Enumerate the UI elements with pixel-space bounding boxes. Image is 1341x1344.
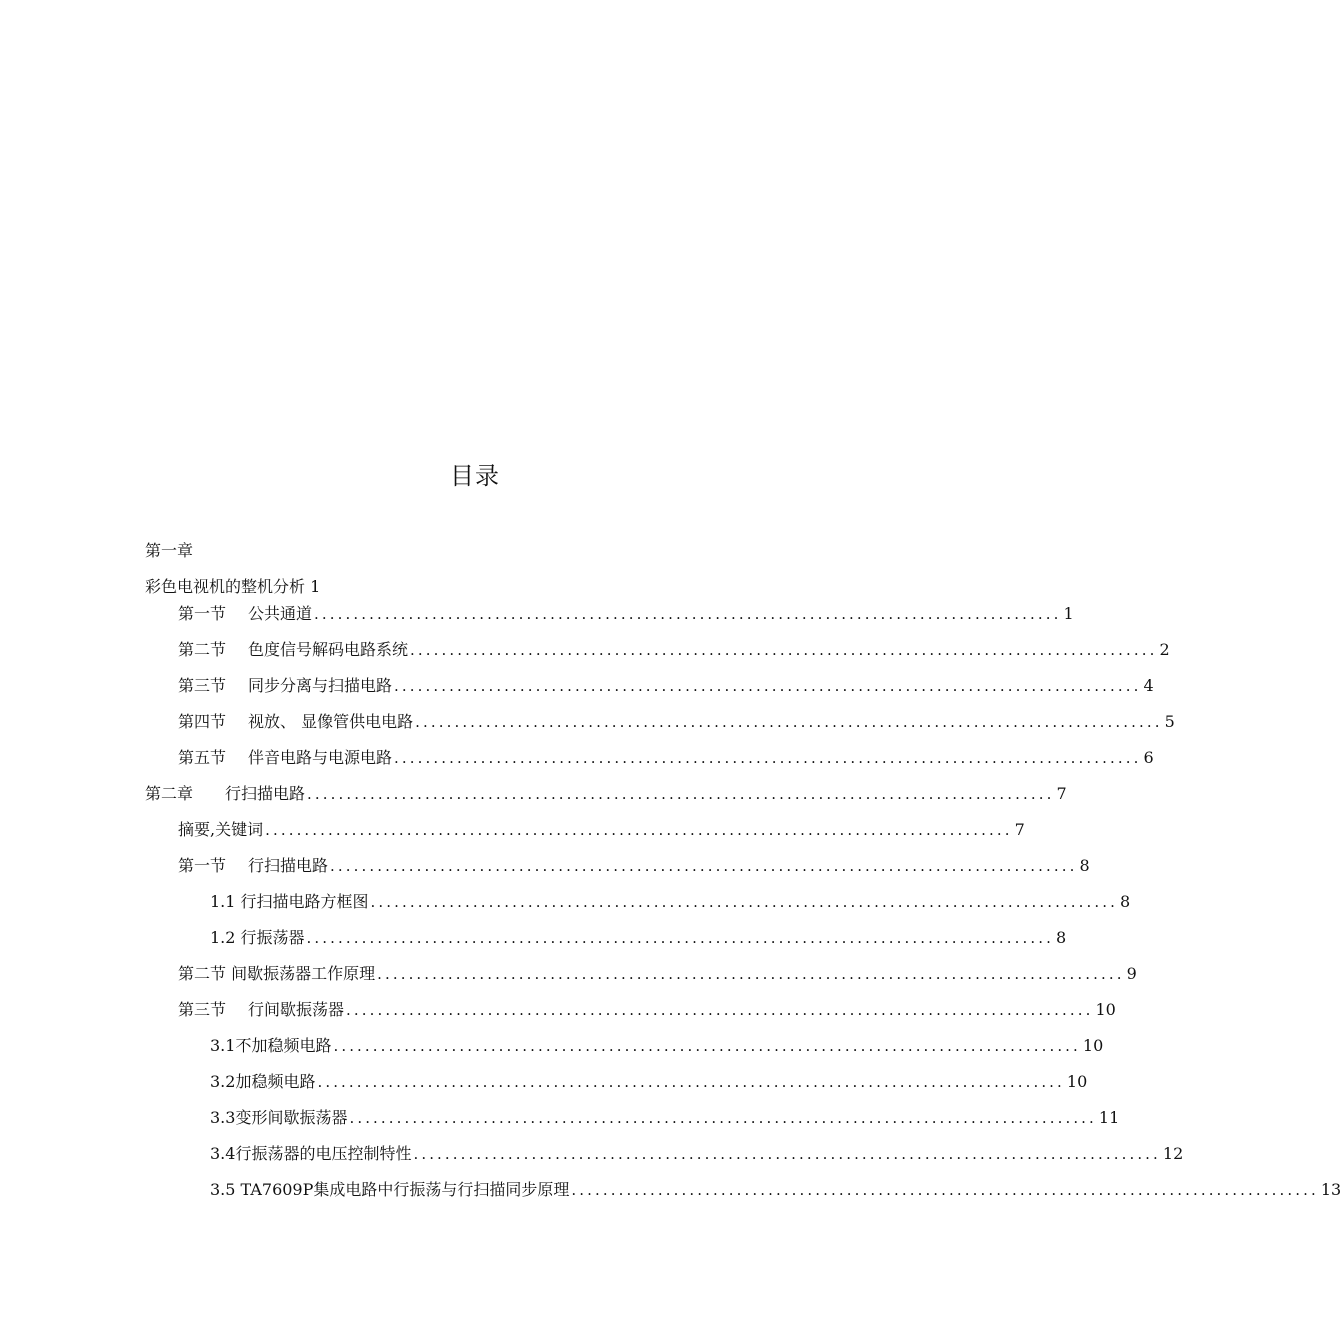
toc-entry[interactable]: [178, 856, 1090, 876]
section-title: 色度信号解码电路系统: [248, 640, 409, 659]
page-number: 11: [1098, 1108, 1120, 1127]
section-title: 第二节 间歇振荡器工作原理: [178, 964, 376, 983]
section-title: 同步分离与扫描电路: [248, 676, 393, 695]
toc-entry[interactable]: [178, 748, 1154, 768]
toc-subentry[interactable]: [210, 1144, 1184, 1164]
dot-leader: ...............................................................................................: [394, 749, 1142, 767]
dot-leader: ...............................................................................................: [410, 641, 1158, 659]
chapter-title: 行扫描电路: [225, 784, 306, 803]
section-number: 第三节: [178, 1000, 227, 1019]
dot-leader: ...............................................................................................: [571, 1181, 1319, 1199]
dot-leader: ...............................................................................................: [333, 1037, 1081, 1055]
chapter-number: 第二章: [145, 784, 194, 803]
toc-subentry[interactable]: [210, 928, 1067, 948]
toc-subentry[interactable]: [210, 1072, 1088, 1092]
toc-subentry[interactable]: [210, 1180, 1341, 1200]
page-number: 8: [1079, 856, 1090, 875]
section-title: 行间歇振荡器: [248, 1000, 345, 1019]
dot-leader: ...............................................................................................: [370, 893, 1119, 911]
section-number: 第一节: [178, 604, 227, 623]
toc-entry[interactable]: [178, 676, 1154, 696]
toc-entry[interactable]: [178, 712, 1175, 732]
section-title: 3.1不加稳频电路: [210, 1036, 332, 1055]
section-title: 3.5 TA7609P集成电路中行振荡与行扫描同步原理: [210, 1180, 570, 1199]
chapter-1-title: 彩色电视机的整机分析 1: [145, 577, 321, 596]
page-number: 10: [1082, 1036, 1104, 1055]
toc-subentry[interactable]: [210, 892, 1131, 912]
dot-leader: ...............................................................................................: [317, 1073, 1065, 1091]
section-title: 行扫描电路: [248, 856, 329, 875]
section-title: 3.2加稳频电路: [210, 1072, 316, 1091]
dot-leader: ...............................................................................................: [314, 605, 1062, 623]
toc-entry[interactable]: [178, 604, 1074, 624]
toc-chapter-entry[interactable]: [145, 784, 1067, 804]
page-number: 13: [1320, 1180, 1341, 1199]
section-title: 3.4行振荡器的电压控制特性: [210, 1144, 412, 1163]
dot-leader: ...............................................................................................: [413, 1145, 1161, 1163]
dot-leader: ...............................................................................................: [415, 713, 1163, 731]
chapter-1-heading: 第一章: [145, 541, 194, 560]
page-number: 4: [1143, 676, 1154, 695]
section-number: 第四节: [178, 712, 227, 731]
section-title: 摘要,关键词: [178, 820, 264, 839]
dot-leader: ...............................................................................................: [394, 677, 1142, 695]
section-number: 第三节: [178, 676, 227, 695]
toc-entry[interactable]: [178, 640, 1170, 660]
section-title: 1.1 行扫描电路方框图: [210, 892, 369, 911]
dot-leader: ...............................................................................................: [306, 929, 1055, 947]
toc-entry[interactable]: [178, 964, 1137, 984]
section-title: 1.2 行振荡器: [210, 928, 305, 947]
page-number: 5: [1164, 712, 1175, 731]
page-number: 9: [1126, 964, 1137, 983]
section-title: 3.3变形间歇振荡器: [210, 1108, 348, 1127]
section-number: 第二节: [178, 640, 227, 659]
dot-leader: ...............................................................................................: [265, 821, 1013, 839]
page-title: 目录: [450, 462, 500, 490]
toc-entry[interactable]: [178, 1000, 1116, 1020]
section-title: 视放、 显像管供电电路: [248, 712, 414, 731]
section-number: 第五节: [178, 748, 227, 767]
toc-subentry[interactable]: [210, 1108, 1120, 1128]
section-title: 公共通道: [248, 604, 313, 623]
page-number: 8: [1120, 892, 1131, 911]
page-number: 2: [1159, 640, 1170, 659]
toc-entry[interactable]: [178, 820, 1025, 840]
dot-leader: ...............................................................................................: [377, 965, 1125, 983]
page-number: 7: [1014, 820, 1025, 839]
dot-leader: ...............................................................................................: [349, 1109, 1097, 1127]
dot-leader: ...............................................................................................: [307, 785, 1055, 803]
toc-subentry[interactable]: [210, 1036, 1104, 1056]
section-number: 第一节: [178, 856, 227, 875]
page-number: 8: [1056, 928, 1067, 947]
dot-leader: ...............................................................................................: [330, 857, 1078, 875]
page-number: 6: [1143, 748, 1154, 767]
page-number: 10: [1066, 1072, 1088, 1091]
section-title: 伴音电路与电源电路: [248, 748, 393, 767]
page-number: 12: [1162, 1144, 1184, 1163]
page-number: 1: [1063, 604, 1074, 623]
dot-leader: ...............................................................................................: [346, 1001, 1094, 1019]
page-number: 10: [1095, 1000, 1116, 1019]
page-number: 7: [1056, 784, 1067, 803]
